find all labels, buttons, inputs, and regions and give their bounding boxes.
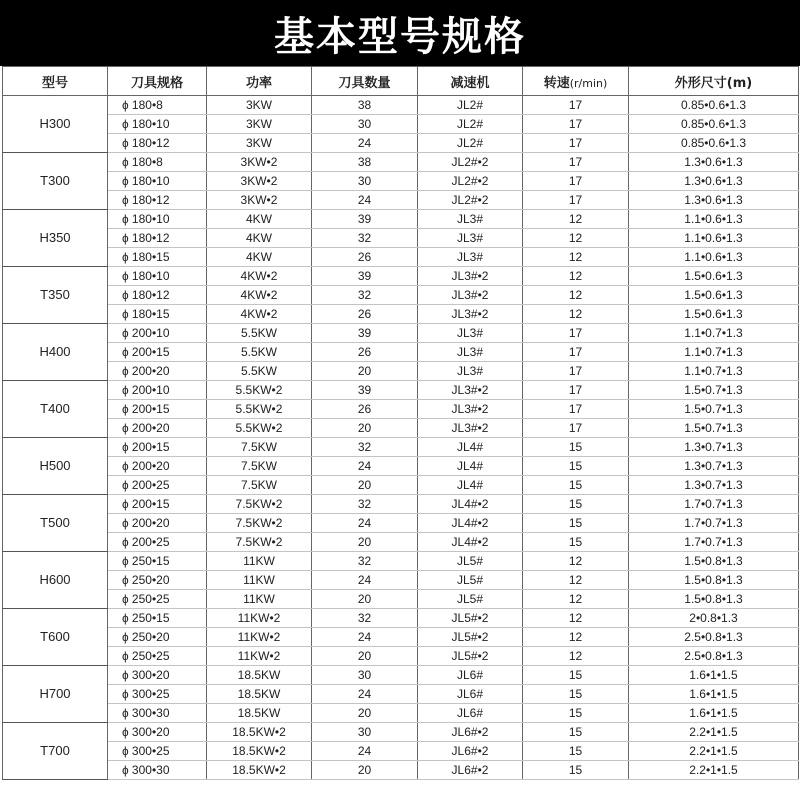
reducer-cell: JL3# bbox=[418, 362, 523, 381]
dimensions-cell: 1.6•1•1.5 bbox=[629, 666, 799, 685]
dimensions-cell: 1.5•0.6•1.3 bbox=[629, 305, 799, 324]
blade-spec-cell: ɸ 250•15 bbox=[108, 609, 207, 628]
blade-spec-cell: ɸ 250•20 bbox=[108, 628, 207, 647]
reducer-cell: JL5# bbox=[418, 590, 523, 609]
speed-cell: 17 bbox=[523, 419, 629, 438]
dimensions-cell: 1.3•0.6•1.3 bbox=[629, 172, 799, 191]
reducer-cell: JL6#•2 bbox=[418, 742, 523, 761]
dimensions-cell: 1.1•0.6•1.3 bbox=[629, 210, 799, 229]
power-cell: 4KW•2 bbox=[207, 286, 312, 305]
reducer-cell: JL3# bbox=[418, 324, 523, 343]
speed-cell: 17 bbox=[523, 381, 629, 400]
blade-spec-cell: ɸ 200•25 bbox=[108, 476, 207, 495]
speed-cell: 15 bbox=[523, 704, 629, 723]
table-row bbox=[3, 476, 799, 495]
blade-spec-cell: ɸ 300•20 bbox=[108, 666, 207, 685]
table-row bbox=[3, 647, 799, 666]
blade-count-cell: 20 bbox=[312, 590, 418, 609]
power-cell: 4KW bbox=[207, 229, 312, 248]
speed-cell: 12 bbox=[523, 305, 629, 324]
model-cell: H700 bbox=[3, 666, 108, 723]
table-row bbox=[3, 115, 799, 134]
dimensions-cell: 1.7•0.7•1.3 bbox=[629, 514, 799, 533]
blade-spec-cell: ɸ 200•10 bbox=[108, 324, 207, 343]
reducer-cell: JL5#•2 bbox=[418, 628, 523, 647]
speed-cell: 12 bbox=[523, 267, 629, 286]
dimensions-cell: 1.3•0.6•1.3 bbox=[629, 153, 799, 172]
power-cell: 7.5KW bbox=[207, 476, 312, 495]
reducer-cell: JL4# bbox=[418, 438, 523, 457]
blade-spec-cell: ɸ 180•10 bbox=[108, 115, 207, 134]
blade-count-cell: 30 bbox=[312, 666, 418, 685]
table-row bbox=[3, 552, 799, 571]
model-cell: T400 bbox=[3, 381, 108, 438]
dimensions-cell: 1.1•0.6•1.3 bbox=[629, 229, 799, 248]
blade-spec-cell: ɸ 300•20 bbox=[108, 723, 207, 742]
model-cell: H400 bbox=[3, 324, 108, 381]
power-cell: 3KW•2 bbox=[207, 153, 312, 172]
speed-cell: 17 bbox=[523, 153, 629, 172]
reducer-cell: JL4#•2 bbox=[418, 514, 523, 533]
speed-cell: 15 bbox=[523, 742, 629, 761]
dimensions-cell: 1.5•0.8•1.3 bbox=[629, 590, 799, 609]
reducer-cell: JL4# bbox=[418, 476, 523, 495]
page-title: 基本型号规格 bbox=[274, 13, 526, 60]
table-row bbox=[3, 628, 799, 647]
speed-cell: 17 bbox=[523, 400, 629, 419]
dimensions-cell: 1.5•0.8•1.3 bbox=[629, 552, 799, 571]
blade-count-cell: 26 bbox=[312, 343, 418, 362]
power-cell: 18.5KW bbox=[207, 666, 312, 685]
spec-table bbox=[2, 66, 799, 780]
model-cell: H600 bbox=[3, 552, 108, 609]
reducer-cell: JL5#•2 bbox=[418, 609, 523, 628]
blade-spec-cell: ɸ 300•25 bbox=[108, 685, 207, 704]
dimensions-cell: 1.1•0.7•1.3 bbox=[629, 343, 799, 362]
reducer-cell: JL5# bbox=[418, 552, 523, 571]
header-dimensions: 外形尺寸(m) bbox=[629, 67, 799, 96]
reducer-cell: JL3#•2 bbox=[418, 286, 523, 305]
power-cell: 7.5KW bbox=[207, 457, 312, 476]
speed-cell: 12 bbox=[523, 647, 629, 666]
reducer-cell: JL3# bbox=[418, 229, 523, 248]
blade-spec-cell: ɸ 250•25 bbox=[108, 590, 207, 609]
table-row bbox=[3, 571, 799, 590]
blade-count-cell: 20 bbox=[312, 704, 418, 723]
blade-count-cell: 24 bbox=[312, 191, 418, 210]
dimensions-cell: 0.85•0.6•1.3 bbox=[629, 96, 799, 115]
reducer-cell: JL6# bbox=[418, 704, 523, 723]
blade-count-cell: 39 bbox=[312, 210, 418, 229]
blade-count-cell: 39 bbox=[312, 267, 418, 286]
speed-cell: 12 bbox=[523, 590, 629, 609]
dimensions-cell: 2.2•1•1.5 bbox=[629, 742, 799, 761]
table-row bbox=[3, 666, 799, 685]
model-cell: T500 bbox=[3, 495, 108, 552]
speed-cell: 17 bbox=[523, 362, 629, 381]
dimensions-cell: 1.5•0.7•1.3 bbox=[629, 400, 799, 419]
model-cell: T350 bbox=[3, 267, 108, 324]
table-row bbox=[3, 134, 799, 153]
reducer-cell: JL3# bbox=[418, 210, 523, 229]
speed-cell: 17 bbox=[523, 96, 629, 115]
blade-spec-cell: ɸ 180•15 bbox=[108, 305, 207, 324]
power-cell: 4KW bbox=[207, 210, 312, 229]
table-row bbox=[3, 381, 799, 400]
blade-count-cell: 24 bbox=[312, 571, 418, 590]
blade-spec-cell: ɸ 250•15 bbox=[108, 552, 207, 571]
blade-spec-cell: ɸ 180•12 bbox=[108, 286, 207, 305]
blade-count-cell: 20 bbox=[312, 476, 418, 495]
table-row bbox=[3, 438, 799, 457]
speed-cell: 12 bbox=[523, 571, 629, 590]
dimensions-cell: 1.7•0.7•1.3 bbox=[629, 495, 799, 514]
power-cell: 18.5KW bbox=[207, 704, 312, 723]
power-cell: 11KW bbox=[207, 590, 312, 609]
speed-cell: 12 bbox=[523, 286, 629, 305]
blade-count-cell: 26 bbox=[312, 400, 418, 419]
speed-cell: 12 bbox=[523, 210, 629, 229]
table-row bbox=[3, 609, 799, 628]
table-row bbox=[3, 153, 799, 172]
reducer-cell: JL2#•2 bbox=[418, 172, 523, 191]
dimensions-cell: 1.3•0.6•1.3 bbox=[629, 191, 799, 210]
blade-spec-cell: ɸ 300•25 bbox=[108, 742, 207, 761]
dimensions-cell: 1.1•0.7•1.3 bbox=[629, 324, 799, 343]
blade-count-cell: 32 bbox=[312, 229, 418, 248]
header-blade-count: 刀具数量 bbox=[312, 67, 418, 96]
blade-count-cell: 32 bbox=[312, 286, 418, 305]
blade-count-cell: 30 bbox=[312, 115, 418, 134]
reducer-cell: JL6#•2 bbox=[418, 761, 523, 780]
reducer-cell: JL6#•2 bbox=[418, 723, 523, 742]
dimensions-cell: 1.5•0.6•1.3 bbox=[629, 286, 799, 305]
power-cell: 5.5KW bbox=[207, 362, 312, 381]
power-cell: 11KW•2 bbox=[207, 647, 312, 666]
dimensions-cell: 1.1•0.6•1.3 bbox=[629, 248, 799, 267]
model-cell: H350 bbox=[3, 210, 108, 267]
dimensions-cell: 2.5•0.8•1.3 bbox=[629, 647, 799, 666]
blade-spec-cell: ɸ 200•20 bbox=[108, 362, 207, 381]
dimensions-cell: 1.6•1•1.5 bbox=[629, 685, 799, 704]
reducer-cell: JL3# bbox=[418, 248, 523, 267]
table-row bbox=[3, 590, 799, 609]
model-cell: T300 bbox=[3, 153, 108, 210]
reducer-cell: JL6# bbox=[418, 666, 523, 685]
table-row bbox=[3, 761, 799, 780]
blade-count-cell: 20 bbox=[312, 761, 418, 780]
power-cell: 18.5KW•2 bbox=[207, 723, 312, 742]
blade-count-cell: 24 bbox=[312, 628, 418, 647]
speed-cell: 12 bbox=[523, 552, 629, 571]
reducer-cell: JL5# bbox=[418, 571, 523, 590]
dimensions-cell: 1.5•0.7•1.3 bbox=[629, 381, 799, 400]
blade-count-cell: 30 bbox=[312, 172, 418, 191]
dimensions-cell: 1.3•0.7•1.3 bbox=[629, 457, 799, 476]
power-cell: 5.5KW bbox=[207, 324, 312, 343]
power-cell: 11KW•2 bbox=[207, 609, 312, 628]
speed-cell: 15 bbox=[523, 685, 629, 704]
power-cell: 3KW•2 bbox=[207, 191, 312, 210]
blade-spec-cell: ɸ 200•20 bbox=[108, 419, 207, 438]
power-cell: 4KW•2 bbox=[207, 305, 312, 324]
dimensions-cell: 2.2•1•1.5 bbox=[629, 761, 799, 780]
blade-spec-cell: ɸ 300•30 bbox=[108, 761, 207, 780]
power-cell: 7.5KW•2 bbox=[207, 514, 312, 533]
blade-count-cell: 26 bbox=[312, 248, 418, 267]
blade-spec-cell: ɸ 250•25 bbox=[108, 647, 207, 666]
blade-count-cell: 26 bbox=[312, 305, 418, 324]
power-cell: 18.5KW bbox=[207, 685, 312, 704]
model-cell: H300 bbox=[3, 96, 108, 153]
speed-cell: 15 bbox=[523, 666, 629, 685]
power-cell: 3KW bbox=[207, 134, 312, 153]
speed-cell: 12 bbox=[523, 628, 629, 647]
dimensions-cell: 0.85•0.6•1.3 bbox=[629, 134, 799, 153]
speed-cell: 12 bbox=[523, 229, 629, 248]
table-row bbox=[3, 286, 799, 305]
table-row bbox=[3, 457, 799, 476]
table-row bbox=[3, 400, 799, 419]
speed-cell: 15 bbox=[523, 495, 629, 514]
table-row bbox=[3, 419, 799, 438]
blade-count-cell: 24 bbox=[312, 685, 418, 704]
blade-count-cell: 39 bbox=[312, 324, 418, 343]
blade-spec-cell: ɸ 200•20 bbox=[108, 514, 207, 533]
speed-cell: 15 bbox=[523, 457, 629, 476]
speed-cell: 15 bbox=[523, 761, 629, 780]
blade-spec-cell: ɸ 200•15 bbox=[108, 343, 207, 362]
header-speed-unit: (r/min) bbox=[569, 76, 608, 90]
blade-spec-cell: ɸ 200•20 bbox=[108, 457, 207, 476]
header-speed-label: 转速 bbox=[543, 75, 570, 91]
table-row bbox=[3, 210, 799, 229]
blade-spec-cell: ɸ 200•10 bbox=[108, 381, 207, 400]
speed-cell: 15 bbox=[523, 533, 629, 552]
blade-spec-cell: ɸ 180•8 bbox=[108, 153, 207, 172]
table-row bbox=[3, 742, 799, 761]
blade-count-cell: 24 bbox=[312, 742, 418, 761]
power-cell: 7.5KW•2 bbox=[207, 533, 312, 552]
power-cell: 3KW•2 bbox=[207, 172, 312, 191]
reducer-cell: JL2# bbox=[418, 115, 523, 134]
dimensions-cell: 1.5•0.7•1.3 bbox=[629, 419, 799, 438]
model-cell: T600 bbox=[3, 609, 108, 666]
table-row bbox=[3, 324, 799, 343]
blade-spec-cell: ɸ 180•12 bbox=[108, 191, 207, 210]
table-row bbox=[3, 685, 799, 704]
dimensions-cell: 2.2•1•1.5 bbox=[629, 723, 799, 742]
speed-cell: 17 bbox=[523, 343, 629, 362]
dimensions-cell: 2.5•0.8•1.3 bbox=[629, 628, 799, 647]
dimensions-cell: 1.6•1•1.5 bbox=[629, 704, 799, 723]
dimensions-cell: 1.3•0.7•1.3 bbox=[629, 476, 799, 495]
spec-table-body bbox=[3, 96, 799, 780]
speed-cell: 17 bbox=[523, 324, 629, 343]
reducer-cell: JL6# bbox=[418, 685, 523, 704]
table-row bbox=[3, 96, 799, 115]
power-cell: 3KW bbox=[207, 96, 312, 115]
table-row bbox=[3, 533, 799, 552]
header-model: 型号 bbox=[3, 67, 108, 96]
blade-spec-cell: ɸ 200•15 bbox=[108, 400, 207, 419]
blade-count-cell: 32 bbox=[312, 495, 418, 514]
blade-count-cell: 24 bbox=[312, 514, 418, 533]
speed-cell: 17 bbox=[523, 134, 629, 153]
blade-count-cell: 39 bbox=[312, 381, 418, 400]
header-blade-spec: 刀具规格 bbox=[108, 67, 207, 96]
reducer-cell: JL2#•2 bbox=[418, 153, 523, 172]
reducer-cell: JL4# bbox=[418, 457, 523, 476]
speed-cell: 15 bbox=[523, 723, 629, 742]
blade-count-cell: 38 bbox=[312, 96, 418, 115]
dimensions-cell: 1.5•0.6•1.3 bbox=[629, 267, 799, 286]
table-row bbox=[3, 305, 799, 324]
blade-count-cell: 20 bbox=[312, 362, 418, 381]
table-row bbox=[3, 267, 799, 286]
header-speed bbox=[523, 67, 629, 96]
blade-count-cell: 24 bbox=[312, 457, 418, 476]
reducer-cell: JL4#•2 bbox=[418, 495, 523, 514]
reducer-cell: JL3#•2 bbox=[418, 381, 523, 400]
blade-spec-cell: ɸ 250•20 bbox=[108, 571, 207, 590]
power-cell: 11KW bbox=[207, 552, 312, 571]
power-cell: 4KW•2 bbox=[207, 267, 312, 286]
model-cell: H500 bbox=[3, 438, 108, 495]
page-title-banner bbox=[0, 0, 800, 66]
table-row bbox=[3, 514, 799, 533]
blade-count-cell: 30 bbox=[312, 723, 418, 742]
blade-count-cell: 20 bbox=[312, 533, 418, 552]
blade-spec-cell: ɸ 200•15 bbox=[108, 495, 207, 514]
dimensions-cell: 1.5•0.8•1.3 bbox=[629, 571, 799, 590]
blade-spec-cell: ɸ 180•10 bbox=[108, 267, 207, 286]
speed-cell: 17 bbox=[523, 115, 629, 134]
table-row bbox=[3, 248, 799, 267]
power-cell: 5.5KW•2 bbox=[207, 400, 312, 419]
reducer-cell: JL3# bbox=[418, 343, 523, 362]
power-cell: 7.5KW•2 bbox=[207, 495, 312, 514]
model-cell: T700 bbox=[3, 723, 108, 780]
blade-spec-cell: ɸ 180•15 bbox=[108, 248, 207, 267]
power-cell: 4KW bbox=[207, 248, 312, 267]
power-cell: 11KW bbox=[207, 571, 312, 590]
speed-cell: 15 bbox=[523, 476, 629, 495]
blade-spec-cell: ɸ 200•15 bbox=[108, 438, 207, 457]
speed-cell: 12 bbox=[523, 609, 629, 628]
dimensions-cell: 2•0.8•1.3 bbox=[629, 609, 799, 628]
speed-cell: 15 bbox=[523, 514, 629, 533]
blade-spec-cell: ɸ 300•30 bbox=[108, 704, 207, 723]
speed-cell: 15 bbox=[523, 438, 629, 457]
dimensions-cell: 1.1•0.7•1.3 bbox=[629, 362, 799, 381]
blade-count-cell: 32 bbox=[312, 552, 418, 571]
header-reducer: 减速机 bbox=[418, 67, 523, 96]
blade-spec-cell: ɸ 180•12 bbox=[108, 229, 207, 248]
reducer-cell: JL3#•2 bbox=[418, 267, 523, 286]
table-row bbox=[3, 191, 799, 210]
reducer-cell: JL4#•2 bbox=[418, 533, 523, 552]
table-row bbox=[3, 723, 799, 742]
header-power: 功率 bbox=[207, 67, 312, 96]
blade-count-cell: 24 bbox=[312, 134, 418, 153]
table-row bbox=[3, 343, 799, 362]
blade-count-cell: 20 bbox=[312, 647, 418, 666]
blade-spec-cell: ɸ 180•8 bbox=[108, 96, 207, 115]
power-cell: 5.5KW bbox=[207, 343, 312, 362]
blade-spec-cell: ɸ 180•12 bbox=[108, 134, 207, 153]
table-row bbox=[3, 172, 799, 191]
reducer-cell: JL5#•2 bbox=[418, 647, 523, 666]
blade-count-cell: 20 bbox=[312, 419, 418, 438]
speed-cell: 12 bbox=[523, 248, 629, 267]
reducer-cell: JL3#•2 bbox=[418, 419, 523, 438]
table-row bbox=[3, 704, 799, 723]
header-row bbox=[3, 67, 799, 96]
table-row bbox=[3, 495, 799, 514]
reducer-cell: JL2# bbox=[418, 134, 523, 153]
blade-spec-cell: ɸ 200•25 bbox=[108, 533, 207, 552]
blade-count-cell: 32 bbox=[312, 609, 418, 628]
table-row bbox=[3, 362, 799, 381]
power-cell: 5.5KW•2 bbox=[207, 419, 312, 438]
dimensions-cell: 1.7•0.7•1.3 bbox=[629, 533, 799, 552]
blade-spec-cell: ɸ 180•10 bbox=[108, 172, 207, 191]
reducer-cell: JL2#•2 bbox=[418, 191, 523, 210]
power-cell: 5.5KW•2 bbox=[207, 381, 312, 400]
reducer-cell: JL2# bbox=[418, 96, 523, 115]
reducer-cell: JL3#•2 bbox=[418, 305, 523, 324]
power-cell: 7.5KW bbox=[207, 438, 312, 457]
power-cell: 11KW•2 bbox=[207, 628, 312, 647]
reducer-cell: JL3#•2 bbox=[418, 400, 523, 419]
dimensions-cell: 0.85•0.6•1.3 bbox=[629, 115, 799, 134]
power-cell: 3KW bbox=[207, 115, 312, 134]
power-cell: 18.5KW•2 bbox=[207, 742, 312, 761]
speed-cell: 17 bbox=[523, 191, 629, 210]
blade-count-cell: 32 bbox=[312, 438, 418, 457]
power-cell: 18.5KW•2 bbox=[207, 761, 312, 780]
dimensions-cell: 1.3•0.7•1.3 bbox=[629, 438, 799, 457]
table-row bbox=[3, 229, 799, 248]
speed-cell: 17 bbox=[523, 172, 629, 191]
blade-spec-cell: ɸ 180•10 bbox=[108, 210, 207, 229]
blade-count-cell: 38 bbox=[312, 153, 418, 172]
